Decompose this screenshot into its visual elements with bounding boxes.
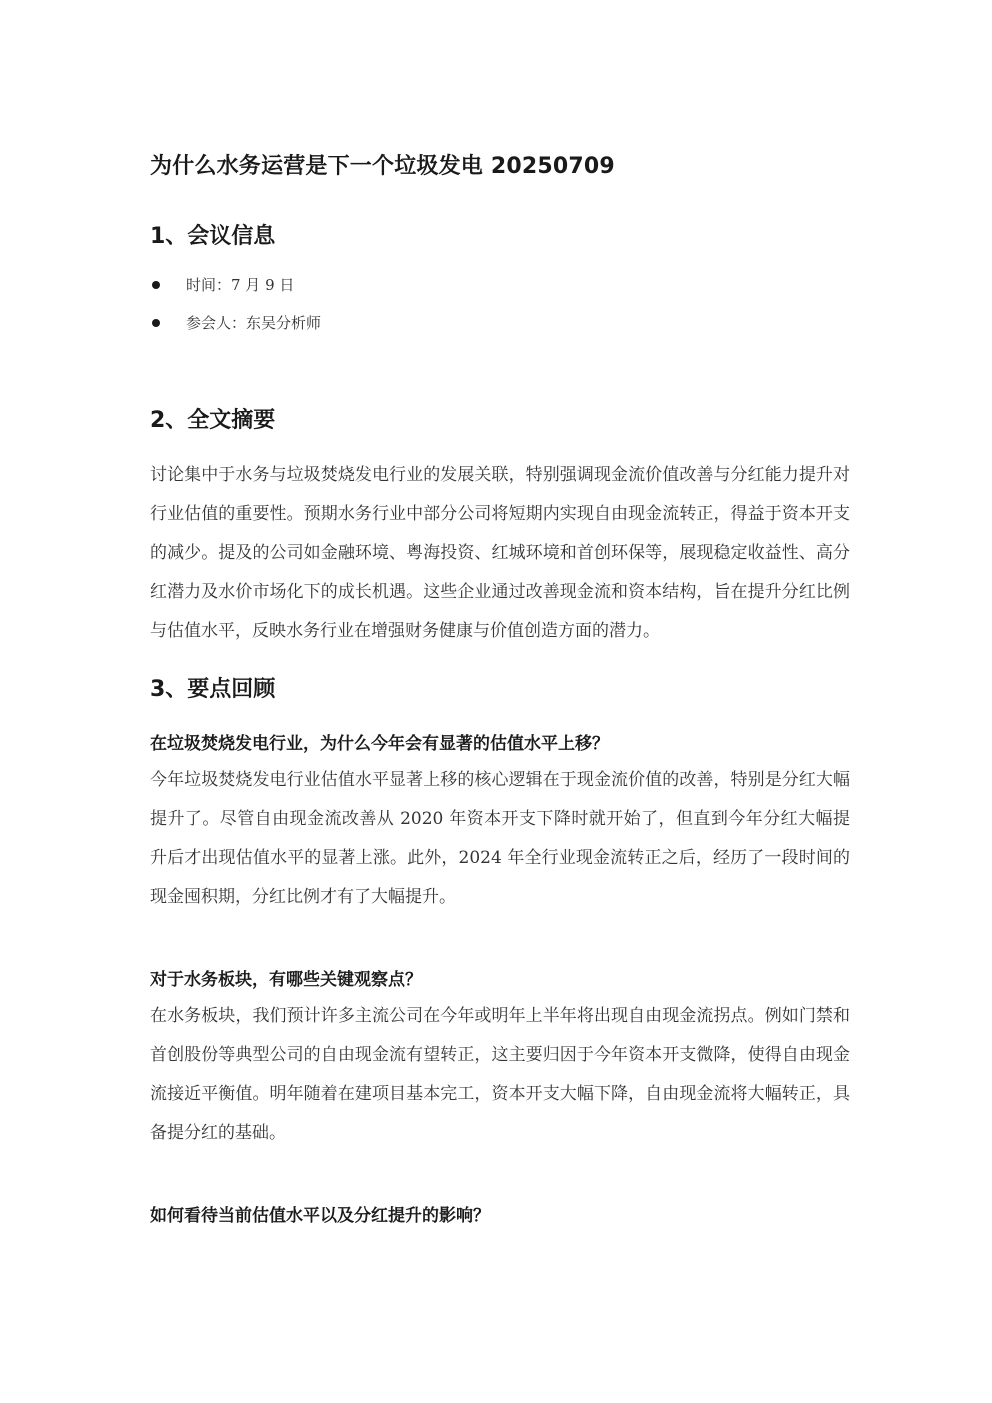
bullet-icon: [152, 319, 160, 327]
answer-paragraph: 今年垃圾焚烧发电行业估值水平显著上移的核心逻辑在于现金流价值的改善，特别是分红大幅提升了。尽管自由现金流改善从 2020 年资本开支下降时就开始了，但直到今年分红大幅提升后才出现估值水平的显著上涨。此外，2024 年全行业现金流转正之后，经历了一段时间的现金囤积期，分红比例才有了大幅提升。: [150, 770, 850, 907]
list-item: [150, 266, 850, 304]
question-heading: 如何看待当前估值水平以及分红提升的影响？: [150, 1206, 490, 1226]
list-item: [150, 304, 850, 342]
section-heading-key-points: 3、要点回顾: [150, 677, 276, 702]
meeting-time: 时间：7 月 9 日: [186, 276, 295, 294]
meeting-info-list: [150, 266, 850, 342]
document-page: [150, 150, 850, 1231]
summary-paragraph: 讨论集中于水务与垃圾焚烧发电行业的发展关联，特别强调现金流价值改善与分红能力提升对行业估值的重要性。预期水务行业中部分公司将短期内实现自由现金流转正，得益于资本开支的减少。提及的公司如金融环境、粤海投资、红城环境和首创环保等，展现稳定收益性、高分红潜力及水价市场化下的成长机遇。这些企业通过改善现金流和资本结构，旨在提升分红比例与估值水平，反映水务行业在增强财务健康与价值创造方面的潜力。: [150, 465, 850, 641]
question-heading: 在垃圾焚烧发电行业，为什么今年会有显著的估值水平上移？: [150, 734, 609, 754]
question-heading: 对于水务板块，有哪些关键观察点？: [150, 970, 422, 990]
bullet-icon: [152, 281, 160, 289]
section-heading-summary: 2、全文摘要: [150, 408, 276, 433]
meeting-participants: 参会人：东吴分析师: [186, 314, 322, 332]
section-heading-meeting-info: 1、会议信息: [150, 224, 276, 249]
answer-paragraph: 在水务板块，我们预计许多主流公司在今年或明年上半年将出现自由现金流拐点。例如门禁和首创股份等典型公司的自由现金流有望转正，这主要归因于今年资本开支微降，使得自由现金流接近平衡值。明年随着在建项目基本完工，资本开支大幅下降，自由现金流将大幅转正，具备提分红的基础。: [150, 1006, 850, 1143]
document-title: 为什么水务运营是下一个垃圾发电 20250709: [150, 154, 615, 179]
